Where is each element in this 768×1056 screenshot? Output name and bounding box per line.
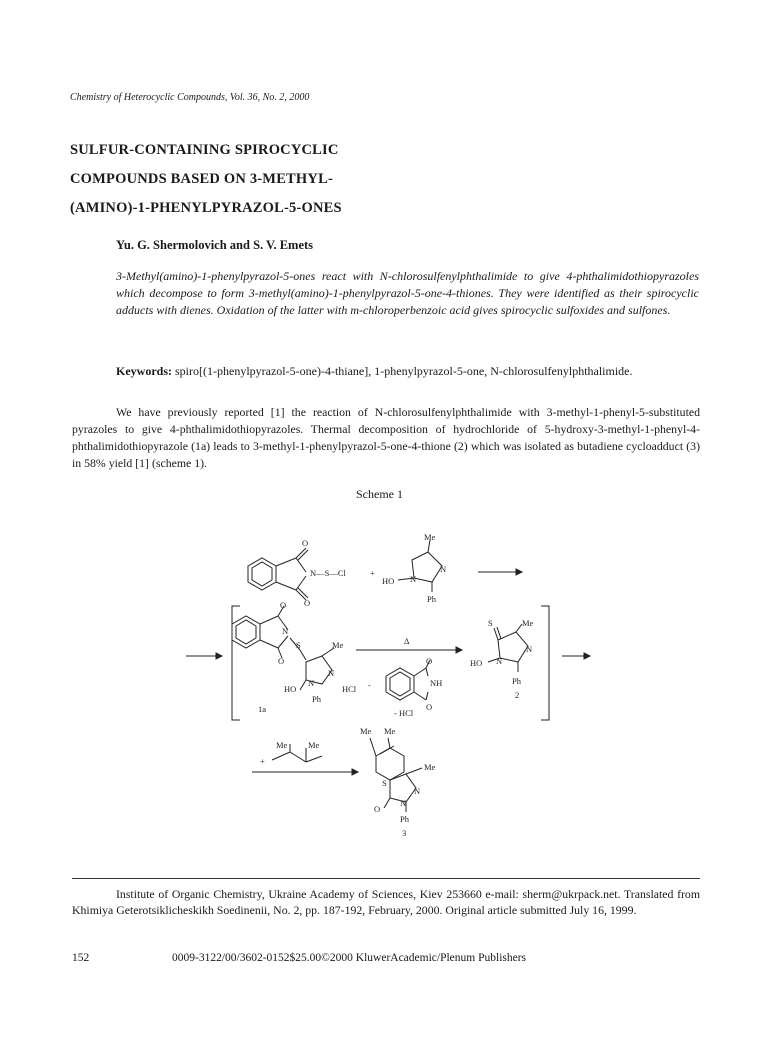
body-paragraph: We have previously reported [1] the reaction of N-chlorosulfenylphthalimide with 3-methyl-1-phenyl-5-substituted pyrazoles to give 4-phthalimidothiopyrazoles. Thermal decomposition of hydrochloride of 5-hydroxy-3-methyl-1-phenyl-4-phthalimidothiopyrazole (1a) leads to 3-methyl-1-phenylpyrazol-5-one-4-thione (2) which was isolated as butadiene cycloadduct (3) in 58% yield [1] (scheme 1). [72, 405, 700, 470]
label-ho-2: HO [470, 658, 483, 668]
label-o-1a-top: O [280, 600, 287, 610]
label-n-1a: N [282, 626, 289, 636]
authors: Yu. G. Shermolovich and S. V. Emets [116, 238, 314, 252]
label-nscl: N—S—Cl [310, 568, 346, 578]
cycloaddition-arrow-head [352, 769, 358, 775]
label-ph-2: Ph [512, 676, 521, 686]
keywords-label: Keywords: [116, 364, 172, 378]
compound-2-structure [488, 624, 528, 672]
right-bracket [541, 606, 549, 720]
label-s-2: S [488, 618, 493, 628]
reaction-arrow-1-head [516, 569, 522, 575]
label-me-diene-1: Me [276, 740, 288, 750]
label-ph-reagent: Ph [427, 594, 436, 604]
label-plus-1: + [370, 568, 375, 578]
label-minus-hcl: - HCl [394, 708, 414, 718]
label-n2-3: N [414, 786, 421, 796]
label-compound-1a: 1a [258, 704, 267, 714]
label-ho-1a: HO [284, 684, 297, 694]
label-n2-1a: N [328, 668, 335, 678]
label-delta: Δ [404, 636, 410, 646]
label-me-3c: Me [424, 762, 436, 772]
label-me-3a: Me [360, 726, 372, 736]
label-me-3b: Me [384, 726, 396, 736]
label-o-bottom-reagent: O [304, 598, 311, 608]
publisher-code: 0009-3122/00/3602-0152$25.00©2000 KluwerAcademic/Plenum Publishers [172, 952, 527, 964]
article-title-line-2: COMPOUNDS BASED ON 3-METHYL- [70, 171, 333, 187]
journal-citation: Chemistry of Heterocyclic Compounds, Vol. 36, No. 2, 2000 [70, 92, 310, 103]
label-n1-3: N [400, 798, 407, 808]
page-number: 152 [72, 952, 90, 964]
label-n1-reagent: N [410, 574, 417, 584]
label-plus-2: + [260, 756, 265, 766]
label-o-3: O [374, 804, 381, 814]
article-title-line-3: (AMINO)-1-PHENYLPYRAZOL-5-ONES [70, 200, 342, 216]
keywords-text: spiro[(1-phenylpyrazol-5-one)-4-thiane], 1-phenylpyrazol-5-one, N-chlorosulfenylphthalimide. [175, 364, 633, 378]
footnote: Institute of Organic Chemistry, Ukraine Academy of Sciences, Kiev 253660 e-mail: sherm@ukrpack.net. Translated from Khimiya Geterotsiklicheskikh Soedinenii, No. 2, pp. 187-192, February, 2000. Original article submitted July 16, 1999. [72, 887, 700, 917]
label-nh: NH [430, 678, 443, 688]
label-n1-1a: N [308, 678, 315, 688]
label-hcl-1a: HCl [342, 684, 357, 694]
abstract: 3-Methyl(amino)-1-phenylpyrazol-5-ones react with N-chlorosulfenylphthalimide to give 4-phthalimidothiopyrazoles which decompose to form 3-methyl(amino)-1-phenylpyrazol-5-one-4-thiones. They were identified as their spirocyclic adducts with dienes. Oxidation of the latter with m-chloroperbenzoic acid gives spirocyclic sulfoxides and sulfones. [116, 269, 699, 317]
label-dash: - [368, 680, 371, 690]
article-title-line-1: SULFUR-CONTAINING SPIROCYCLIC [70, 142, 339, 158]
label-ph-1a: Ph [312, 694, 321, 704]
label-compound-2: 2 [515, 690, 520, 700]
phthalimide-byproduct-structure [386, 660, 430, 700]
entry-arrow-head [216, 653, 222, 659]
label-s-1a: S [296, 640, 301, 650]
label-o-top-reagent: O [302, 538, 309, 548]
label-me-1a: Me [332, 640, 344, 650]
label-me-diene-2: Me [308, 740, 320, 750]
label-o-byproduct-top: O [426, 656, 433, 666]
label-n1-2: N [496, 656, 503, 666]
label-o-1a-bottom: O [278, 656, 285, 666]
label-me-2: Me [522, 618, 534, 628]
label-me-reagent: Me [424, 532, 436, 542]
label-ph-3: Ph [400, 814, 409, 824]
label-ho-reagent: HO [382, 576, 395, 586]
label-s-3: S [382, 778, 387, 788]
compound-3-structure [370, 738, 422, 812]
pyrazole-reagent-structure [398, 540, 442, 592]
footnote-rule [72, 878, 700, 879]
label-n2-reagent: N [440, 564, 447, 574]
heating-arrow-head [456, 647, 462, 653]
scheme-title: Scheme 1 [356, 487, 403, 501]
label-compound-3: 3 [402, 828, 407, 838]
label-o-byproduct-bottom: O [426, 702, 433, 712]
compound-1a-structure [232, 606, 334, 690]
label-n2-2: N [526, 644, 533, 654]
phthalimide-reagent-structure [248, 548, 308, 600]
exit-arrow-head [584, 653, 590, 659]
